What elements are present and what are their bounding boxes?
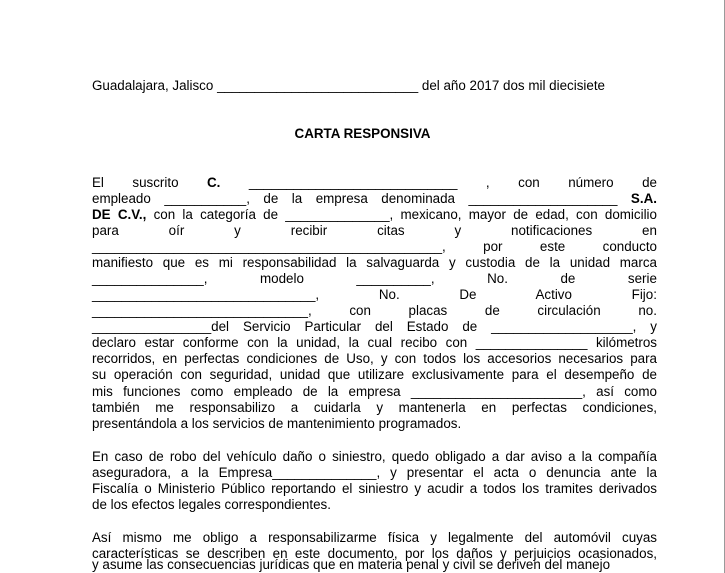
p2-line-2: aseguradora, a la Empresa______________, y presentar el acta o denuncia ante la	[92, 465, 657, 480]
p2-line-1: En caso de robo del vehículo daño o siniestro, quedo obligado a dar aviso a la compañía	[92, 449, 657, 464]
p3-line-1: Así mismo me obligo a responsabilizarme física y legalmente del automóvil cuyas	[92, 530, 657, 545]
p1-line-3: DE C.V., con la categoría de ______________, mexicano, mayor de edad, con domicilio	[92, 207, 657, 222]
p1-line-1: El suscrito C. ____________________________ , con número de	[92, 175, 657, 190]
p1-line-2: empleado ___________, de la empresa denominada ____________________ S.A.	[92, 191, 657, 206]
p2-line-4: de los efectos legales correspondientes.	[92, 497, 331, 512]
p1-line-6: manifiesto que es mi responsabilidad la salvaguarda y custodia de la unidad marca	[92, 255, 657, 270]
date-line	[92, 78, 657, 94]
p1-line-11: declaro estar conforme con la unidad, la cual recibo con _______________ kilómetros	[92, 335, 657, 350]
p1-line-5: _______________________________________________, por este conducto	[92, 239, 657, 254]
p1-line-10: ________________del Servicio Particular del Estado de ___________________, y	[92, 319, 657, 334]
p1-line-4: para oír y recibir citas y notificaciones en	[92, 223, 657, 238]
p1-line-16: presentándola a los servicios de mantenimiento programados.	[92, 416, 462, 431]
p2-line-3: Fiscalía o Ministerio Público reportando el siniestro y acudir a todos los tramites derivados	[92, 481, 657, 496]
place-text: Guadalajara, Jalisco	[92, 78, 214, 93]
p1-line-8: ______________________________, No. De Activo Fijo:	[92, 287, 657, 302]
date-blank: ___________________________	[217, 78, 419, 93]
document-title: CARTA RESPONSIVA	[294, 126, 431, 141]
p1-line-7: _______________, modelo __________, No. de serie	[92, 271, 657, 286]
p3-line-3-cropped: y asume las consecuencias jurídicas que en materia penal y civil se deriven del manejo	[92, 557, 611, 572]
year-text: del año 2017 dos mil diecisiete	[421, 78, 605, 93]
p1-line-12: recorridos, en perfectas condiciones de Uso, y con todos los accesorios necesarios para	[92, 351, 657, 366]
p1-line-13: su operación con seguridad, unidad que utilizare exclusivamente para el desempeño de	[92, 367, 657, 382]
p1-line-15: también me responsabilizo a cuidarla y mantenerla en perfectas condiciones,	[92, 400, 657, 415]
p1-line-9: _____________________________, con placas de circulación no.	[92, 303, 657, 318]
p3-line-2: características se describen en este documento, por los daños y perjuicios ocasionados,	[92, 546, 657, 561]
p1-line-14: mis funciones como empleado de la empresa _______________________, así como	[92, 384, 657, 399]
